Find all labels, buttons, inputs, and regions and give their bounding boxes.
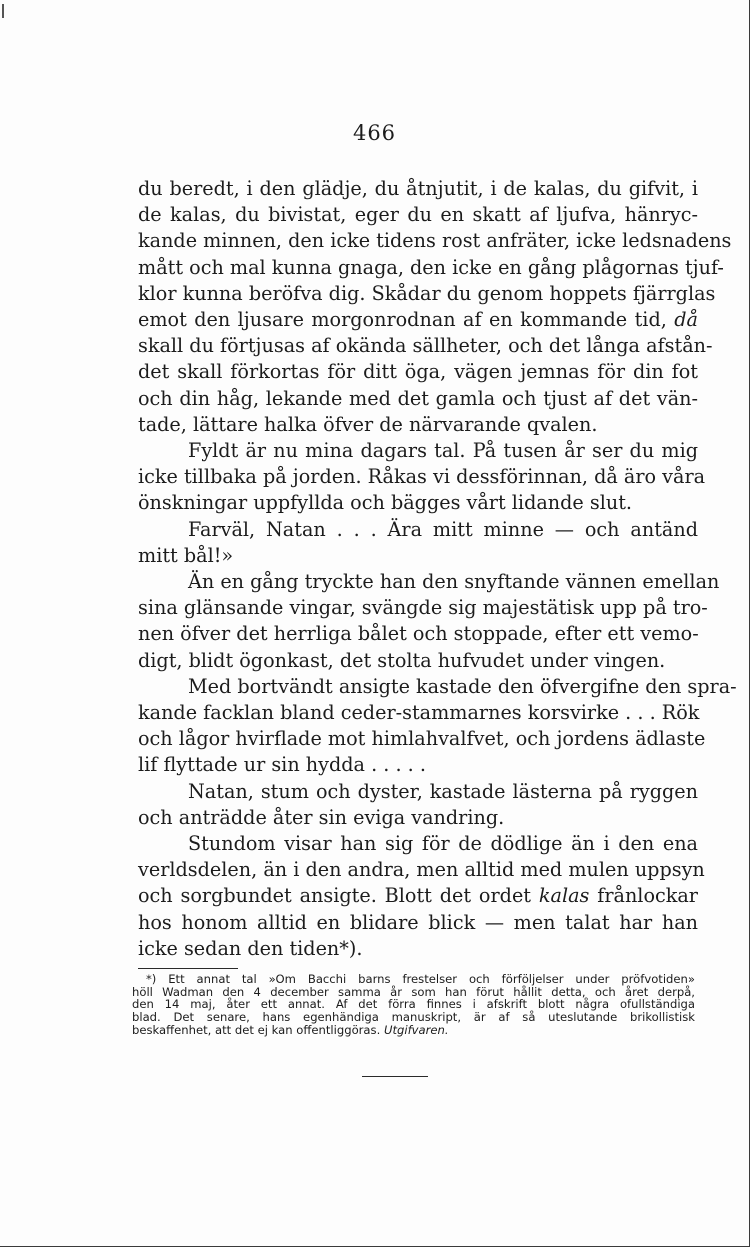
paragraph-start-line: Stundom visar han sig för de dödlige än i den ena — [188, 832, 698, 856]
text-line: och lågor hvirflade mot himlahvalfvet, och jordens ädlaste — [138, 727, 706, 751]
text-line: lif flyttade ur sin hydda . . . . . — [138, 753, 426, 777]
paragraph-start-line: Med bortvändt ansigte kastade den öfvergifne den spra- — [188, 674, 737, 698]
text-line: mitt bål!» — [138, 543, 234, 567]
end-divider — [362, 1076, 428, 1077]
footnote — [132, 973, 695, 1037]
text-line: och anträdde åter sin eviga vandring. — [138, 805, 505, 829]
text-line: verldsdelen, än i den andra, men alltid med mulen uppsyn — [138, 858, 705, 882]
text-line: icke sedan den tiden*). — [138, 936, 363, 960]
body-text — [138, 176, 737, 962]
text-line-with-italic — [138, 883, 698, 909]
footnote-line: den 14 maj, åter ett annat. Af det förra finnes i afskrift blott några ofullständiga — [132, 997, 695, 1012]
footnote-line: höll Wadman den 4 december samma år som han förut hållit detta, och året derpå, — [132, 984, 695, 999]
text-line: och din håg, lekande med det gamla och tjust af det vän- — [138, 386, 698, 410]
text-line: kande facklan bland ceder-stammarnes korsvirke . . . Rök — [138, 701, 700, 725]
footnote-divider — [138, 968, 238, 969]
text-line: sina glänsande vingar, svängde sig majestätisk upp på tro- — [138, 596, 708, 620]
text-line: du beredt, i den glädje, du åtnjutit, i de kalas, du gifvit, i — [138, 177, 698, 200]
paragraph-start-line: Farväl, Natan . . . Ära mitt minne — och antänd — [188, 517, 698, 541]
footnote-signature: Utgifvaren. — [383, 1022, 449, 1037]
page-number: 466 — [352, 121, 397, 145]
footnote-line: blad. Det senare, hans egenhändiga manuskript, är af så uteslutande brikollistisk — [132, 1010, 695, 1025]
text-segment: frånlockar — [597, 884, 698, 908]
text-line: kande minnen, den icke tidens rost anfräter, icke ledsnadens — [138, 229, 732, 253]
text-line: de kalas, du bivistat, eger du en skatt af ljufva, hänryc- — [138, 203, 698, 227]
text-line: nen öfver det herrliga bålet och stoppade, efter ett vemo- — [138, 622, 699, 646]
text-line: det skall förkortas för ditt öga, vägen jemnas för din fot — [138, 360, 698, 384]
text-line-with-italic — [138, 307, 698, 333]
text-line: digt, blidt ögonkast, det stolta hufvudet under vingen. — [138, 648, 666, 672]
text-line: mått och mal kunna gnaga, den icke en gång plågornas tjuf- — [138, 255, 724, 279]
text-line: tade, lättare halka öfver de närvarande qvalen. — [138, 412, 598, 436]
paragraph-start-line: Än en gång tryckte han den snyftande vännen emellan — [188, 570, 720, 594]
italic-word: kalas — [538, 884, 590, 908]
text-segment: och sorgbundet ansigte. Blott det ordet — [138, 884, 532, 908]
paragraph-start-line: Fyldt är nu mina dagars tal. På tusen år ser du mig — [188, 439, 698, 463]
footnote-line-with-signature — [132, 1024, 695, 1037]
footnote-line: *) Ett annat tal »Om Bacchi barns frestelser och förföljelser under pröfvotiden» — [146, 972, 695, 986]
text-line: icke tillbaka på jorden. Råkas vi dessförinnan, då äro våra — [138, 465, 706, 489]
scan-corner-mark — [2, 4, 4, 18]
text-line: skall du förtjusas af okända sällheter, och det långa afstån- — [138, 334, 713, 358]
text-line: hos honom alltid en blidare blick — men talat har han — [138, 910, 698, 934]
footnote-text-segment: beskaffenhet, att det ej kan offentliggöras. — [132, 1022, 381, 1037]
paragraph-start-line: Natan, stum och dyster, kastade lästerna på ryggen — [188, 779, 698, 803]
text-line: önskningar uppfyllda och bägges vårt lidande slut. — [138, 491, 633, 515]
italic-word: då — [674, 308, 698, 332]
text-line: klor kunna beröfva dig. Skådar du genom hoppets fjärrglas — [138, 281, 716, 305]
text-segment: emot den ljusare morgonrodnan af en kommande tid, — [138, 308, 667, 332]
